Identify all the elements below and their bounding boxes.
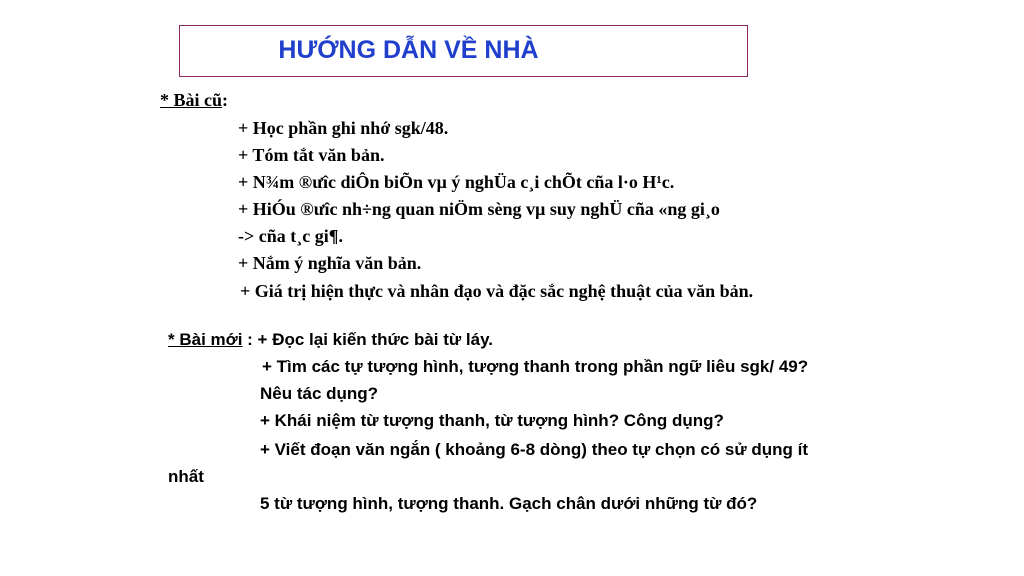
- new-lesson-heading: * Bài mới: [168, 330, 243, 349]
- new-lesson-first-line: : + Đọc lại kiến thức bài từ láy.: [242, 330, 494, 349]
- old-lesson-heading-row: [160, 89, 228, 111]
- page-title: HƯỚNG DẪN VỀ NHÀ: [278, 36, 539, 64]
- new-lesson-item: Nêu tác dụng?: [260, 384, 379, 403]
- old-lesson-heading: * Bài cũ: [160, 90, 223, 110]
- old-lesson-item: + Nắm ý nghĩa văn bản.: [238, 253, 422, 273]
- new-lesson-item: 5 từ tượng hình, tượng thanh. Gạch chân dưới những từ đó?: [260, 494, 758, 513]
- old-lesson-item: + HiÓu ®ưîc nh÷ng quan niÖm sèng vµ suy nghÜ cña «ng gi¸o: [238, 199, 720, 219]
- old-lesson-item: + Giá trị hiện thực và nhân đạo và đặc sắc nghệ thuật của văn bản.: [240, 281, 754, 301]
- new-lesson-item: nhất: [168, 467, 204, 486]
- old-lesson-item: + Học phần ghi nhớ sgk/48.: [238, 118, 449, 138]
- old-lesson-colon: :: [222, 90, 229, 110]
- old-lesson-item: -> cña t¸c gi¶.: [238, 226, 343, 246]
- old-lesson-item: + N¾m ®ưîc diÔn biÕn vµ ý nghÜa c¸i chÕt cña l·o H¹c.: [238, 172, 675, 192]
- new-lesson-item: + Tìm các tự tượng hình, tượng thanh trong phần ngữ liêu sgk/ 49?: [262, 357, 809, 376]
- new-lesson-item: + Viết đoạn văn ngắn ( khoảng 6-8 dòng) theo tự chọn có sử dụng ít: [260, 440, 809, 459]
- old-lesson-item: + Tóm tắt văn bản.: [238, 145, 385, 165]
- new-lesson-heading-row: [168, 329, 493, 351]
- title-box: [179, 25, 748, 77]
- new-lesson-item: + Khái niệm từ tượng thanh, từ tượng hình? Công dụng?: [260, 411, 724, 430]
